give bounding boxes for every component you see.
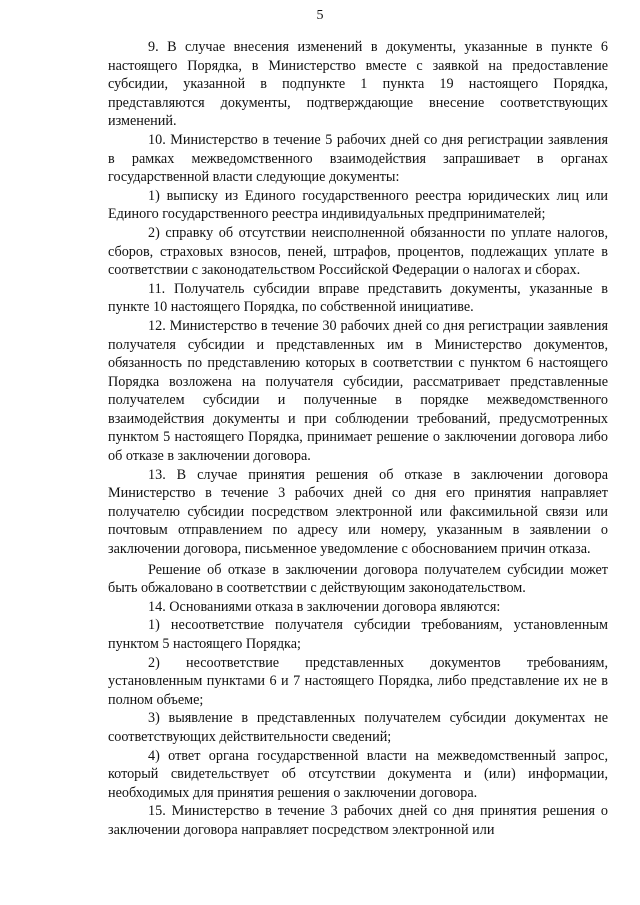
paragraph-14-item-4: 4) ответ органа государственной власти на межведомственный запрос, который свидетельствует об отсутствии документа и (или) информации, необходимых для принятия решения о заключении договора. (108, 747, 608, 801)
paragraph-14-item-2: 2) несоответствие представленных документов требованиям, установленным пунктами 6 и 7 настоящего Порядка, либо представление их не в полном объеме; (108, 654, 608, 708)
paragraph-13: 13. В случае принятия решения об отказе в заключении договора Министерство в течение 3 рабочих дней со дня его принятия направляет получателю субсидии посредством электронной или факсимильной связи или почтовым отправлением по адресу или номеру, указанным в заявлении о заключении договора, письменное уведомление с обоснованием причин отказа. (108, 466, 608, 558)
paragraph-10-item-2: 2) справку об отсутствии неисполненной обязанности по уплате налогов, сборов, страховых взносов, пеней, штрафов, процентов, подлежащих уплате в соответствии с законодательством Российской Федерации о налогах и сборах. (108, 224, 608, 279)
paragraph-15: 15. Министерство в течение 3 рабочих дней со дня принятия решения о заключении договора направляет посредством электронной или (108, 803, 608, 838)
paragraph-10-item-1: 1) выписку из Единого государственного реестра юридических лиц или Единого государственного реестра индивидуальных предпринимателей; (108, 187, 608, 223)
page-number: 5 (316, 8, 324, 23)
document-body (108, 38, 608, 840)
paragraph-12: 12. Министерство в течение 30 рабочих дней со дня регистрации заявления получателя субсидии и представленных им в Министерство документов, обязанность по представлению которых в соответствии с пунктом 6 настоящего Порядка возложена на получателя субсидии, рассматривает представленные получателем субсидии и полученные в порядке межведомственного взаимодействия документы и при соблюдении требований, предусмотренных пунктом 5 настоящего Порядка, принимает решение о заключении договора либо об отказе в заключении договора. (108, 317, 608, 465)
paragraph-14-item-3: 3) выявление в представленных получателем субсидии документах не соответствующих действительности сведений; (108, 710, 608, 745)
paragraph-11: 11. Получатель субсидии вправе представить документы, указанные в пункте 10 настоящего Порядка, по собственной инициативе. (108, 280, 608, 316)
paragraph-9: 9. В случае внесения изменений в документы, указанные в пункте 6 настоящего Порядка, в Министерство вместе с заявкой на предоставление субсидии, указанной в подпункте 1 пункта 19 настоящего Порядка, представляются документы, подтверждающие внесение соответствующих изменений. (108, 39, 608, 130)
paragraph-14-item-1: 1) несоответствие получателя субсидии требованиям, установленным пунктом 5 настоящего Порядка; (108, 617, 608, 652)
paragraph-10: 10. Министерство в течение 5 рабочих дней со дня регистрации заявления в рамках межведомственного взаимодействия запрашивает в органах государственной власти следующие документы: (108, 131, 608, 186)
paragraph-14: 14. Основаниями отказа в заключении договора являются: (148, 598, 501, 615)
paragraph-13-appeal: Решение об отказе в заключении договора получателем субсидии может быть обжаловано в соответствии с действующим законодательством. (108, 561, 608, 597)
